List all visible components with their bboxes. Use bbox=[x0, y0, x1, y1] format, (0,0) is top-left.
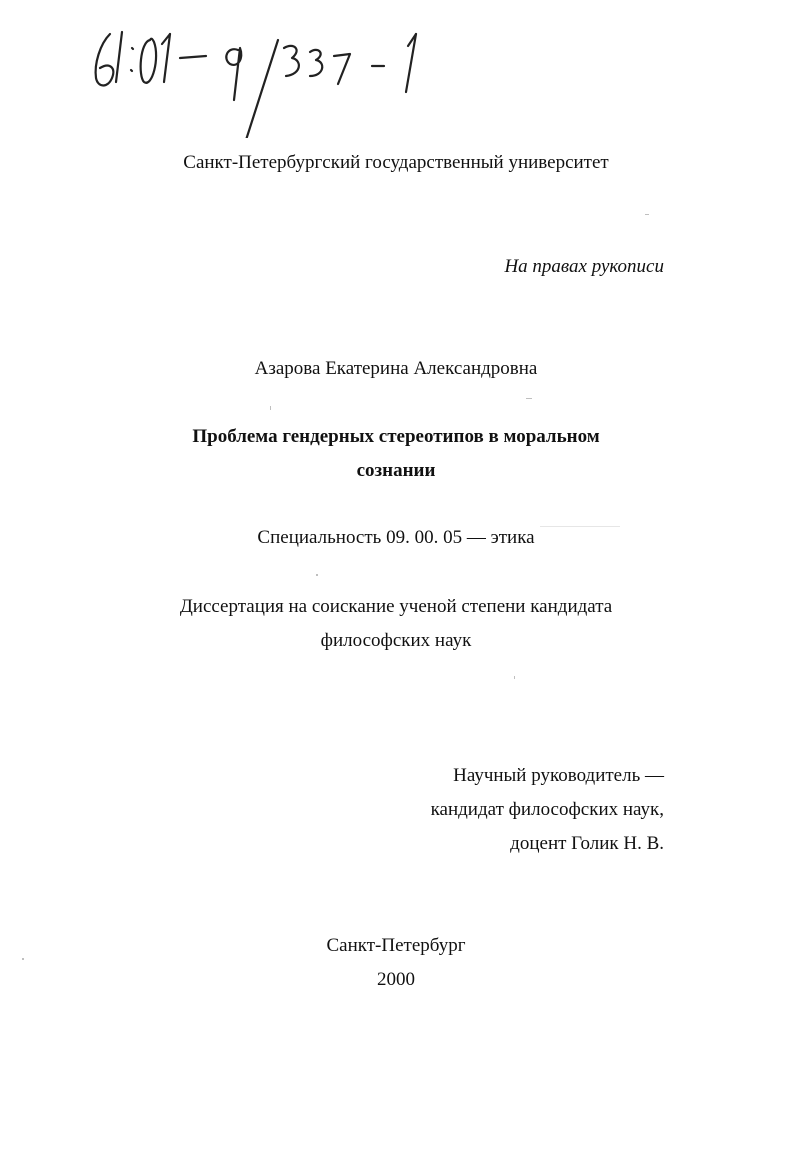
supervisor-line-3: доцент Голик Н. В. bbox=[510, 833, 664, 854]
scan-speck bbox=[526, 398, 532, 399]
supervisor-line-2: кандидат философских наук, bbox=[430, 799, 664, 820]
city: Санкт-Петербург bbox=[326, 935, 466, 956]
author-name: Азарова Екатерина Александровна bbox=[254, 358, 538, 379]
scan-speck bbox=[514, 676, 515, 679]
dissertation-line-1: Диссертация на соискание ученой степени кандидата bbox=[179, 596, 613, 617]
scan-speck bbox=[540, 526, 620, 527]
scan-speck bbox=[645, 214, 649, 215]
specialty-line: Специальность 09. 00. 05 — этика bbox=[257, 527, 535, 548]
scan-speck bbox=[270, 406, 271, 410]
scan-speck bbox=[316, 574, 318, 576]
handwritten-catalog-number bbox=[88, 18, 448, 138]
thesis-title-line-1: Проблема гендерных стереотипов в моральном bbox=[192, 426, 600, 447]
thesis-title-line-2: сознании bbox=[356, 460, 436, 481]
dissertation-line-2: философских наук bbox=[320, 630, 472, 651]
year: 2000 bbox=[377, 969, 415, 990]
supervisor-line-1: Научный руководитель — bbox=[453, 765, 664, 786]
university-name: Санкт-Петербургский государственный университет bbox=[183, 152, 609, 173]
scan-speck bbox=[22, 958, 24, 960]
manuscript-rights-note: На правах рукописи bbox=[504, 256, 664, 277]
